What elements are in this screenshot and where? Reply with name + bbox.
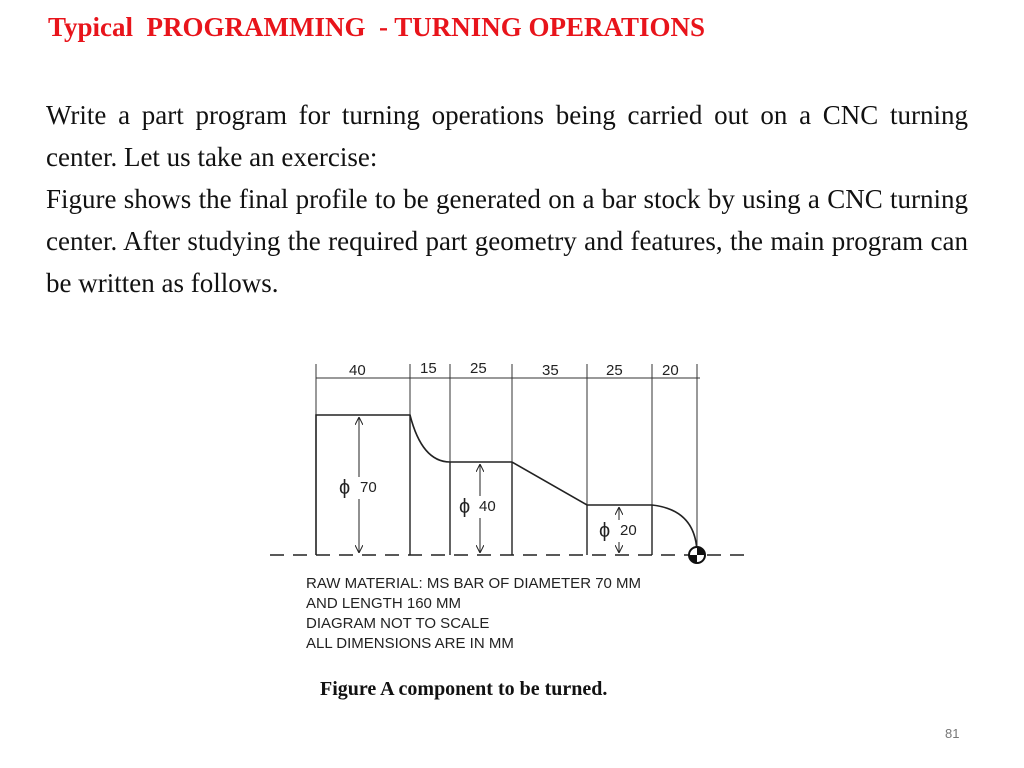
length-label: 35 <box>542 362 559 379</box>
datum-icon <box>689 547 705 563</box>
diameter-symbol: ϕ <box>459 496 471 518</box>
drawing-notes <box>306 575 641 652</box>
diameter-arrows <box>359 418 619 552</box>
diameter-value: 40 <box>479 498 496 515</box>
length-label: 25 <box>470 360 487 377</box>
diameter-value: 70 <box>360 479 377 496</box>
exercise-paragraph: Figure shows the final profile to be generated on a bar stock by using a CNC turning center. After studying the required part geometry and features, the main program can be written as follows. <box>46 184 968 298</box>
diameter-symbol: ϕ <box>339 477 351 499</box>
note-line: ALL DIMENSIONS ARE IN MM <box>306 635 514 652</box>
note-line: RAW MATERIAL: MS BAR OF DIAMETER 70 MM <box>306 575 642 592</box>
length-label: 15 <box>420 360 437 377</box>
slide-title: Typical PROGRAMMING - TURNING OPERATIONS <box>48 12 706 42</box>
length-label: 40 <box>349 362 366 379</box>
length-dimension-line <box>316 364 700 555</box>
figure-caption: Figure A component to be turned. <box>320 678 608 700</box>
note-line: DIAGRAM NOT TO SCALE <box>306 615 490 632</box>
body-text <box>46 94 968 304</box>
intro-paragraph: Write a part program for turning operations being carried out on a CNC turning center. Let us take an exercise: <box>46 100 968 172</box>
note-line: AND LENGTH 160 MM <box>306 595 462 612</box>
length-dimension-labels <box>349 360 679 379</box>
diameter-symbol: ϕ <box>599 520 611 542</box>
length-label: 20 <box>662 362 679 379</box>
component-drawing <box>262 350 762 665</box>
length-label: 25 <box>606 362 623 379</box>
diameter-value: 20 <box>620 522 637 539</box>
diameter-labels <box>338 477 642 542</box>
page-number: 81 <box>945 726 960 741</box>
